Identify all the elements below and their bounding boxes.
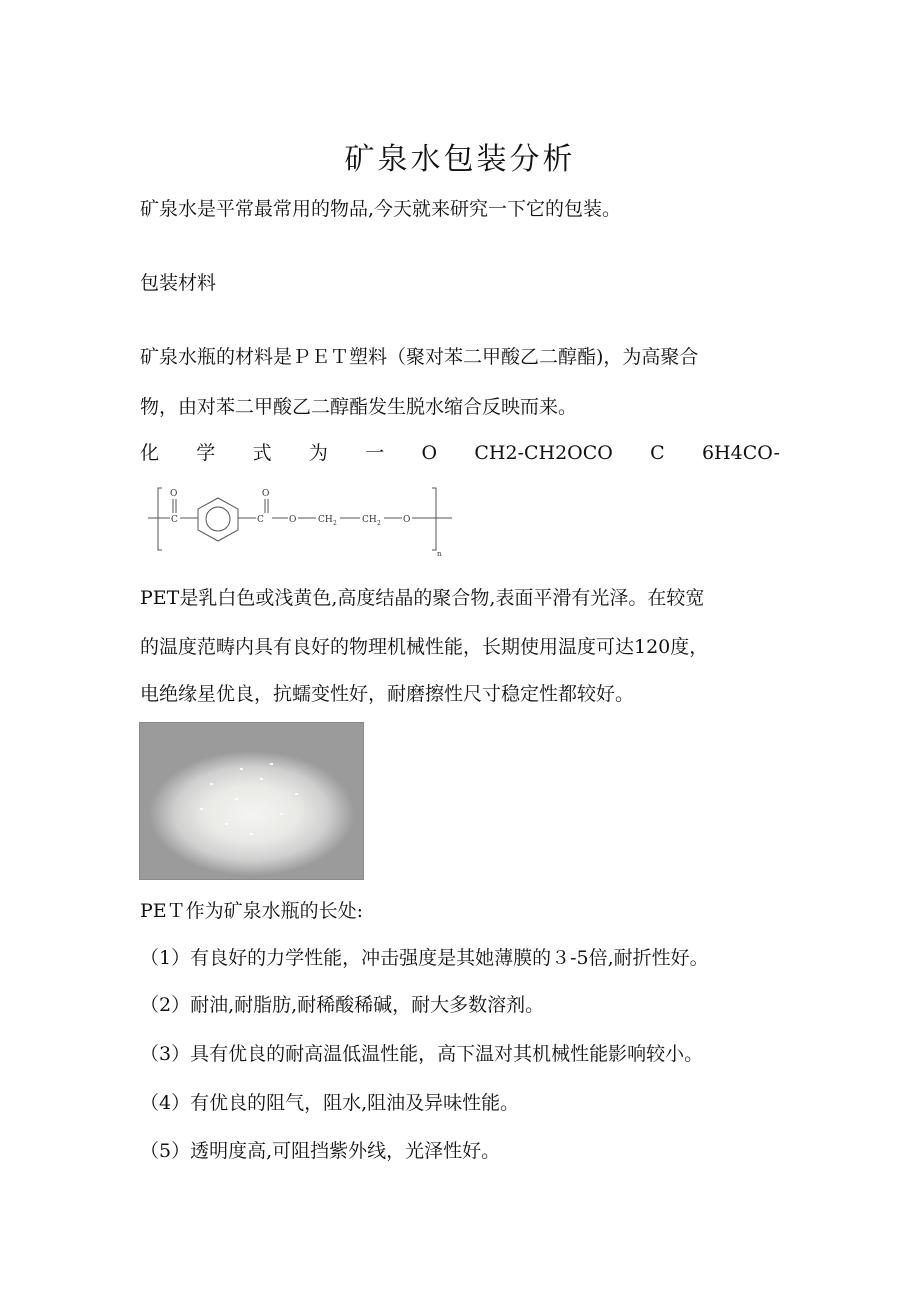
formula-token: 学 bbox=[196, 442, 216, 464]
advantage-item: （2）耐油,耐脂肪,耐稀酸稀碱，耐大多数溶剂。 bbox=[140, 994, 545, 1016]
structure-label: C bbox=[171, 515, 178, 525]
formula-token: O bbox=[421, 442, 438, 464]
advantage-item: （1）有良好的力学性能，冲击强度是其她薄膜的３-5倍,耐折性好。 bbox=[140, 947, 709, 969]
structure-label: CH bbox=[318, 515, 333, 525]
formula-token: 为 bbox=[308, 442, 328, 464]
section-heading: 包装材料 bbox=[140, 272, 217, 294]
advantage-item: （4）有优良的阻气，阻水,阻油及异味性能。 bbox=[140, 1092, 520, 1114]
advantages-heading: PEＴ作为矿泉水瓶的长处: bbox=[140, 900, 364, 922]
material-paragraph-line-2: 物，由对苯二甲酸乙二醇酯发生脱水缩合反映而来。 bbox=[140, 396, 578, 418]
formula-token: 一 bbox=[365, 442, 385, 464]
structure-label: 2 bbox=[377, 520, 381, 527]
left-bracket bbox=[158, 488, 162, 550]
pet-paragraph-line-3: 电绝缘星优良，抗蠕变性好，耐磨擦性尺寸稳定性都较好。 bbox=[140, 683, 635, 705]
advantage-item: （5）透明度高,可阻挡紫外线，光泽性好。 bbox=[140, 1140, 501, 1162]
formula-token: CH2-CH2OCO bbox=[474, 442, 613, 464]
formula-token: 式 bbox=[252, 442, 272, 464]
structure-label: C bbox=[257, 515, 264, 525]
pet-paragraph-line-1: PET是乳白色或浅黄色,高度结晶的聚合物,表面平滑有光泽。在较宽 bbox=[140, 587, 705, 609]
pet-paragraph-line-2: 的温度范畴内具有良好的物理机械性能，长期使用温度可达120度， bbox=[140, 636, 709, 658]
formula-token: 6H4CO- bbox=[701, 442, 780, 464]
pet-granules-photo bbox=[139, 722, 364, 880]
intro-paragraph: 矿泉水是平常最常用的物品,今天就来研究一下它的包装。 bbox=[140, 198, 622, 220]
structure-label: 2 bbox=[333, 520, 337, 527]
document-title: 矿泉水包装分析 bbox=[344, 142, 576, 177]
structure-label: O bbox=[403, 515, 411, 525]
structure-label: n bbox=[437, 550, 442, 558]
material-paragraph-line-1: 矿泉水瓶的材料是ＰＥＴ塑料（聚对苯二甲酸乙二醇酯)，为高聚合 bbox=[140, 346, 699, 368]
advantage-item: （3）具有优良的耐高温低温性能，高下温对其机械性能影响较小。 bbox=[140, 1043, 704, 1065]
benzene-ring bbox=[198, 498, 238, 541]
formula-token: C bbox=[650, 442, 665, 464]
structure-label: O bbox=[170, 489, 178, 499]
formula-token: 化 bbox=[140, 442, 160, 464]
pet-structural-formula bbox=[140, 484, 460, 560]
right-bracket bbox=[432, 488, 436, 550]
formula-line bbox=[140, 440, 780, 466]
structure-label: CH bbox=[362, 515, 377, 525]
structure-label: O bbox=[262, 489, 270, 499]
structure-label: O bbox=[289, 515, 297, 525]
